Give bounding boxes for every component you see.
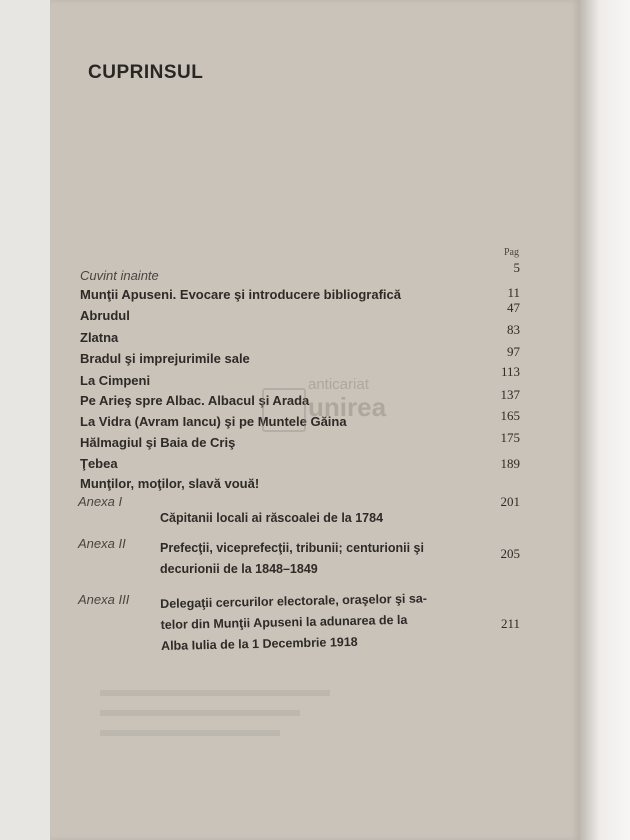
annex-text-line: decurionii de la 1848–1849 [160, 562, 318, 576]
toc-entry-page: 189 [500, 456, 520, 471]
annex-text-line: Prefecţii, viceprefecţii, tribunii; centurionii şi [160, 541, 424, 555]
toc-entry-title: Munţilor, moţilor, slavă vouă! [80, 476, 260, 491]
toc-entry-title: Zlatna [80, 330, 119, 345]
annex-text [160, 588, 431, 657]
annex-text [160, 508, 430, 529]
annex-label: Anexa I [78, 494, 123, 509]
toc-entry-title: Abrudul [80, 308, 130, 323]
toc-entry-title: Bradul şi imprejurimile sale [80, 351, 250, 366]
annex-text-line: Delegaţii cercurilor electorale, oraşelor şi sa- [160, 591, 428, 611]
annex-text-line: telor din Munţii Apuseni la adunarea de la [160, 612, 408, 632]
annex-text-line: Căpitanii locali ai răscoalei de la 1784 [160, 511, 384, 525]
page-column-label: Pag [504, 247, 519, 258]
show-through-line [100, 690, 330, 696]
annex-label: Anexa III [78, 592, 130, 607]
toc-entry [80, 300, 520, 328]
toc-entry-page: 175 [500, 430, 520, 445]
toc-entry-page: 137 [500, 387, 520, 402]
page-edge [580, 0, 630, 840]
watermark-logo [262, 374, 402, 440]
toc-entry-title: Cuvint inainte [80, 268, 159, 283]
toc-entry-title: La Cimpeni [80, 373, 151, 388]
toc-entry-title: Hălmagiul şi Baia de Criş [80, 435, 236, 450]
toc-entry-page: 113 [500, 364, 520, 379]
toc-entry [80, 344, 520, 371]
annex-label: Anexa II [78, 536, 126, 551]
annex-text-line: Alba Iulia de la 1 Decembrie 1918 [160, 634, 358, 653]
toc-entry-page: 47 [507, 300, 520, 315]
toc-entry [80, 287, 520, 307]
toc-entry [80, 456, 520, 476]
book-icon [262, 388, 306, 432]
annex-page: 201 [500, 494, 520, 509]
toc-entry [80, 260, 520, 288]
watermark-line: anticariat [308, 376, 369, 393]
show-through-line [100, 710, 300, 716]
show-through-line [100, 730, 280, 736]
watermark-line: unirea [308, 392, 387, 422]
toc-entry-title: La Vidra (Avram Iancu) şi pe Muntele Găina [80, 414, 347, 429]
toc-entry-page: 83 [507, 322, 520, 337]
toc-entry [80, 322, 520, 350]
toc-entry-page: 165 [500, 408, 520, 423]
annex-page: 211 [500, 616, 520, 631]
toc-entry-title: Ţebea [80, 456, 118, 471]
annex-page: 205 [500, 546, 520, 561]
toc-entry-title: Munţii Apuseni. Evocare şi introducere bibliografică [80, 287, 401, 302]
toc-entry [80, 476, 520, 496]
toc-entry-page: 5 [513, 260, 520, 275]
toc-entry-page: 97 [507, 344, 520, 359]
annex-text [160, 538, 430, 580]
toc-entry-title: Pe Arieş spre Albac. Albacul şi Arada [80, 393, 310, 408]
page-title: CUPRINSUL [88, 62, 204, 83]
toc-entry-page: 11 [507, 285, 520, 300]
